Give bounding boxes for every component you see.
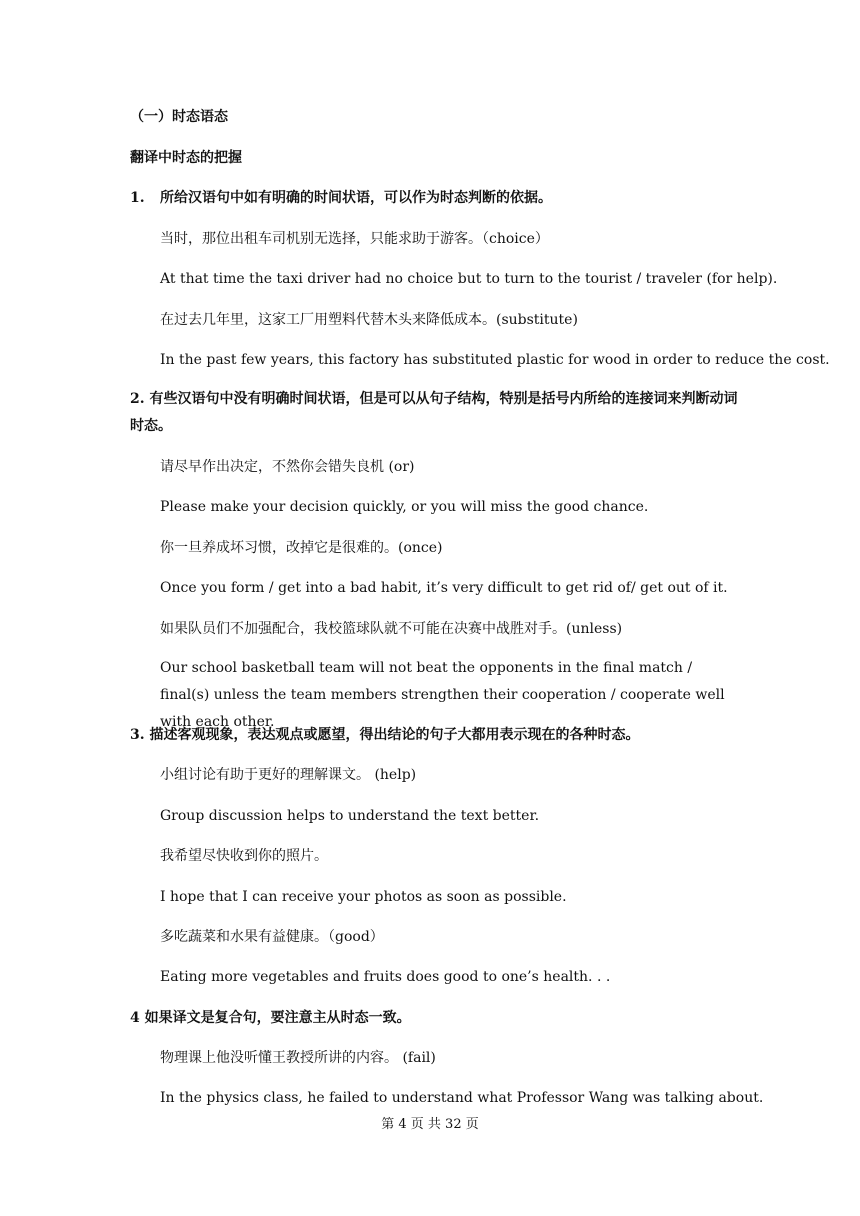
page-footer: 第 4 页 共 32 页 bbox=[381, 1117, 479, 1132]
example-en: I hope that I can receive your photos as soon as possible. bbox=[160, 889, 567, 905]
item-2-heading bbox=[130, 386, 740, 440]
item-number: 4 bbox=[130, 1010, 140, 1026]
example-cn: 请尽早作出决定，不然你会错失良机 (or) bbox=[160, 459, 415, 475]
example-cn: 小组讨论有助于更好的理解课文。 (help) bbox=[160, 767, 417, 783]
item-4-heading bbox=[130, 1009, 411, 1027]
example-en: Group discussion helps to understand the text better. bbox=[160, 808, 540, 824]
item-number: 2. bbox=[130, 391, 145, 407]
item-heading-text: 所给汉语句中如有明确的时间状语，可以作为时态判断的依据。 bbox=[160, 190, 552, 206]
item-heading-text: 如果译文是复合句，要注意主从时态一致。 bbox=[144, 1010, 411, 1026]
item-3-heading bbox=[130, 726, 640, 744]
example-cn: 你一旦养成坏习惯，改掉它是很难的。(once) bbox=[160, 540, 443, 556]
example-cn: 多吃蔬菜和水果有益健康。（good） bbox=[160, 929, 384, 945]
example-cn: 我希望尽快收到你的照片。 bbox=[160, 848, 328, 864]
example-en: Please make your decision quickly, or you will miss the good chance. bbox=[160, 499, 649, 515]
example-en: In the past few years, this factory has substituted plastic for wood in order to reduce the cost. bbox=[160, 352, 830, 368]
example-cn: 如果队员们不加强配合，我校篮球队就不可能在决赛中战胜对手。(unless) bbox=[160, 621, 623, 637]
item-number: 3. bbox=[130, 727, 145, 743]
item-number: 1. bbox=[130, 190, 145, 206]
example-cn: 在过去几年里，这家工厂用塑料代替木头来降低成本。(substitute) bbox=[160, 312, 578, 328]
example-en: In the physics class, he failed to understand what Professor Wang was talking about. bbox=[160, 1090, 764, 1106]
example-cn: 物理课上他没听懂王教授所讲的内容。 (fail) bbox=[160, 1050, 436, 1066]
section-title: （一）时态语态 bbox=[130, 109, 228, 125]
item-heading-text: 描述客观现象，表达观点或愿望，得出结论的句子大都用表示现在的各种时态。 bbox=[149, 727, 640, 743]
item-heading-text: 有些汉语句中没有明确时间状语，但是可以从句子结构，特别是括号内所给的连接词来判断动词时态。 bbox=[130, 391, 738, 434]
example-en: Eating more vegetables and fruits does good to one’s health. . . bbox=[160, 969, 611, 985]
subsection-title: 翻译中时态的把握 bbox=[130, 150, 242, 166]
example-cn: 当时，那位出租车司机别无选择，只能求助于游客。（choice） bbox=[160, 231, 549, 247]
example-en: At that time the taxi driver had no choice but to turn to the tourist / traveler (for help). bbox=[160, 271, 778, 287]
example-en: Our school basketball team will not beat the opponents in the final match / final(s) unless the team members strengthen their cooperation / cooperate well with each other. bbox=[160, 660, 725, 730]
example-en: Once you form / get into a bad habit, it’s very difficult to get rid of/ get out of it. bbox=[160, 580, 728, 596]
item-1-heading bbox=[130, 189, 552, 207]
